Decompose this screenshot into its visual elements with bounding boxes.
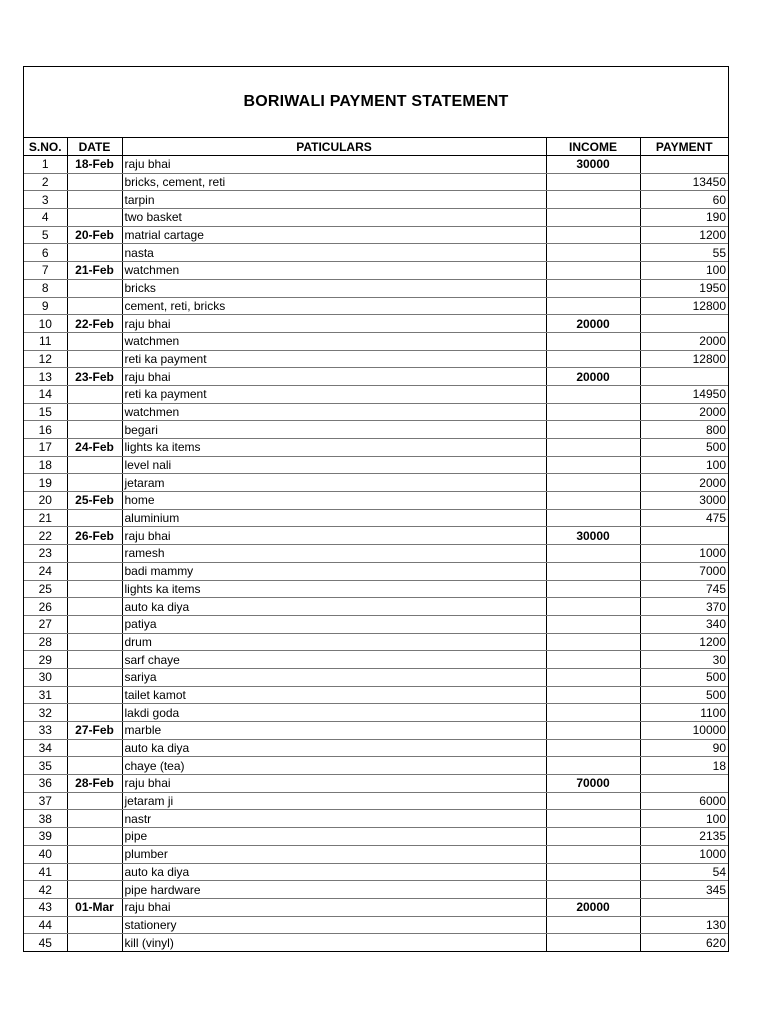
- cell-income: [546, 722, 640, 740]
- cell-particulars: begari: [122, 421, 546, 439]
- cell-payment: 1200: [640, 226, 728, 244]
- cell-payment: 345: [640, 881, 728, 899]
- cell-income: [546, 439, 640, 457]
- cell-date: 18-Feb: [67, 156, 122, 174]
- cell-particulars: nasta: [122, 244, 546, 262]
- cell-payment: 370: [640, 598, 728, 616]
- cell-date: [67, 350, 122, 368]
- cell-particulars: level nali: [122, 456, 546, 474]
- cell-sno: 3: [24, 191, 67, 209]
- cell-date: [67, 456, 122, 474]
- cell-sno: 4: [24, 209, 67, 227]
- cell-particulars: stationery: [122, 916, 546, 934]
- cell-sno: 10: [24, 315, 67, 333]
- cell-income: [546, 651, 640, 669]
- cell-particulars: pipe hardware: [122, 881, 546, 899]
- cell-particulars: cement, reti, bricks: [122, 297, 546, 315]
- cell-payment: 12800: [640, 350, 728, 368]
- cell-particulars: marble: [122, 722, 546, 740]
- cell-income: [546, 615, 640, 633]
- cell-payment: [640, 527, 728, 545]
- cell-sno: 26: [24, 598, 67, 616]
- table-row: [24, 279, 728, 297]
- cell-date: [67, 598, 122, 616]
- table-row: [24, 191, 728, 209]
- table-row: [24, 492, 728, 510]
- table-row: [24, 545, 728, 563]
- table-row: [24, 633, 728, 651]
- cell-particulars: chaye (tea): [122, 757, 546, 775]
- cell-payment: 800: [640, 421, 728, 439]
- cell-date: [67, 279, 122, 297]
- table-row: [24, 898, 728, 916]
- cell-date: 23-Feb: [67, 368, 122, 386]
- table-row: [24, 845, 728, 863]
- cell-sno: 13: [24, 368, 67, 386]
- cell-income: 70000: [546, 775, 640, 793]
- cell-date: [67, 580, 122, 598]
- cell-date: 26-Feb: [67, 527, 122, 545]
- cell-income: [546, 562, 640, 580]
- cell-sno: 17: [24, 439, 67, 457]
- cell-sno: 39: [24, 828, 67, 846]
- table-row: [24, 173, 728, 191]
- cell-particulars: raju bhai: [122, 315, 546, 333]
- table-row: [24, 775, 728, 793]
- cell-particulars: watchmen: [122, 403, 546, 421]
- table-row: [24, 332, 728, 350]
- cell-date: [67, 562, 122, 580]
- cell-payment: 2000: [640, 332, 728, 350]
- cell-sno: 8: [24, 279, 67, 297]
- header-particulars: PATICULARS: [122, 138, 546, 156]
- cell-particulars: pipe: [122, 828, 546, 846]
- cell-date: 24-Feb: [67, 439, 122, 457]
- table-row: [24, 262, 728, 280]
- cell-sno: 23: [24, 545, 67, 563]
- cell-income: [546, 686, 640, 704]
- cell-sno: 9: [24, 297, 67, 315]
- header-income: INCOME: [546, 138, 640, 156]
- cell-particulars: lakdi goda: [122, 704, 546, 722]
- cell-date: [67, 474, 122, 492]
- cell-sno: 38: [24, 810, 67, 828]
- cell-particulars: kill (vinyl): [122, 934, 546, 951]
- cell-sno: 29: [24, 651, 67, 669]
- cell-payment: 100: [640, 456, 728, 474]
- cell-payment: 1950: [640, 279, 728, 297]
- cell-sno: 19: [24, 474, 67, 492]
- cell-payment: [640, 898, 728, 916]
- cell-sno: 40: [24, 845, 67, 863]
- cell-income: 20000: [546, 368, 640, 386]
- cell-particulars: aluminium: [122, 509, 546, 527]
- cell-payment: 12800: [640, 297, 728, 315]
- cell-sno: 44: [24, 916, 67, 934]
- cell-date: [67, 209, 122, 227]
- cell-particulars: raju bhai: [122, 156, 546, 174]
- cell-sno: 25: [24, 580, 67, 598]
- cell-particulars: raju bhai: [122, 898, 546, 916]
- table-row: [24, 244, 728, 262]
- cell-date: [67, 686, 122, 704]
- cell-income: [546, 863, 640, 881]
- cell-date: [67, 863, 122, 881]
- cell-particulars: matrial cartage: [122, 226, 546, 244]
- cell-payment: 500: [640, 439, 728, 457]
- cell-date: 01-Mar: [67, 898, 122, 916]
- table-body: [24, 156, 728, 951]
- cell-income: [546, 173, 640, 191]
- cell-date: 20-Feb: [67, 226, 122, 244]
- table-row: [24, 881, 728, 899]
- cell-particulars: raju bhai: [122, 527, 546, 545]
- cell-sno: 34: [24, 739, 67, 757]
- cell-payment: 18: [640, 757, 728, 775]
- cell-particulars: nastr: [122, 810, 546, 828]
- page-title: BORIWALI PAYMENT STATEMENT: [243, 93, 509, 110]
- table-row: [24, 421, 728, 439]
- cell-payment: 340: [640, 615, 728, 633]
- cell-income: [546, 810, 640, 828]
- cell-sno: 36: [24, 775, 67, 793]
- cell-date: 27-Feb: [67, 722, 122, 740]
- cell-particulars: patiya: [122, 615, 546, 633]
- cell-sno: 18: [24, 456, 67, 474]
- table-row: [24, 722, 728, 740]
- cell-sno: 11: [24, 332, 67, 350]
- cell-particulars: reti ka payment: [122, 385, 546, 403]
- header-payment: PAYMENT: [640, 138, 728, 156]
- table-row: [24, 509, 728, 527]
- cell-particulars: ramesh: [122, 545, 546, 563]
- cell-income: [546, 704, 640, 722]
- cell-date: [67, 651, 122, 669]
- cell-payment: 2000: [640, 474, 728, 492]
- cell-payment: 1000: [640, 845, 728, 863]
- cell-date: 22-Feb: [67, 315, 122, 333]
- cell-sno: 45: [24, 934, 67, 951]
- cell-income: [546, 916, 640, 934]
- cell-payment: 3000: [640, 492, 728, 510]
- cell-particulars: home: [122, 492, 546, 510]
- cell-date: 25-Feb: [67, 492, 122, 510]
- table-row: [24, 403, 728, 421]
- table-row: [24, 474, 728, 492]
- table-row: [24, 792, 728, 810]
- cell-sno: 16: [24, 421, 67, 439]
- cell-date: [67, 509, 122, 527]
- cell-particulars: tarpin: [122, 191, 546, 209]
- cell-payment: 2135: [640, 828, 728, 846]
- cell-income: [546, 385, 640, 403]
- header-row: [24, 138, 728, 156]
- cell-date: [67, 845, 122, 863]
- cell-sno: 27: [24, 615, 67, 633]
- cell-date: [67, 668, 122, 686]
- cell-date: [67, 545, 122, 563]
- cell-sno: 22: [24, 527, 67, 545]
- cell-sno: 20: [24, 492, 67, 510]
- cell-particulars: watchmen: [122, 332, 546, 350]
- cell-payment: 1100: [640, 704, 728, 722]
- table-row: [24, 598, 728, 616]
- cell-payment: 10000: [640, 722, 728, 740]
- cell-particulars: auto ka diya: [122, 739, 546, 757]
- cell-date: [67, 810, 122, 828]
- cell-income: [546, 580, 640, 598]
- cell-income: [546, 881, 640, 899]
- cell-sno: 21: [24, 509, 67, 527]
- cell-income: [546, 421, 640, 439]
- table-row: [24, 315, 728, 333]
- cell-sno: 5: [24, 226, 67, 244]
- cell-date: [67, 916, 122, 934]
- table-row: [24, 297, 728, 315]
- cell-sno: 6: [24, 244, 67, 262]
- cell-particulars: bricks, cement, reti: [122, 173, 546, 191]
- cell-payment: 475: [640, 509, 728, 527]
- cell-income: 30000: [546, 527, 640, 545]
- cell-sno: 28: [24, 633, 67, 651]
- table-row: [24, 739, 728, 757]
- cell-particulars: auto ka diya: [122, 598, 546, 616]
- cell-income: [546, 474, 640, 492]
- cell-payment: 1200: [640, 633, 728, 651]
- cell-particulars: auto ka diya: [122, 863, 546, 881]
- statement-table: [24, 138, 728, 951]
- table-row: [24, 209, 728, 227]
- cell-payment: 90: [640, 739, 728, 757]
- cell-payment: 100: [640, 810, 728, 828]
- cell-date: [67, 615, 122, 633]
- cell-date: 21-Feb: [67, 262, 122, 280]
- cell-particulars: drum: [122, 633, 546, 651]
- cell-payment: 55: [640, 244, 728, 262]
- cell-particulars: two basket: [122, 209, 546, 227]
- cell-date: [67, 704, 122, 722]
- cell-date: [67, 173, 122, 191]
- cell-date: [67, 191, 122, 209]
- cell-sno: 15: [24, 403, 67, 421]
- cell-income: [546, 828, 640, 846]
- cell-payment: 6000: [640, 792, 728, 810]
- cell-sno: 2: [24, 173, 67, 191]
- cell-payment: [640, 775, 728, 793]
- cell-income: [546, 633, 640, 651]
- cell-income: [546, 191, 640, 209]
- table-row: [24, 757, 728, 775]
- cell-particulars: jetaram: [122, 474, 546, 492]
- cell-payment: 30: [640, 651, 728, 669]
- table-row: [24, 934, 728, 951]
- cell-particulars: jetaram ji: [122, 792, 546, 810]
- cell-sno: 1: [24, 156, 67, 174]
- cell-date: [67, 757, 122, 775]
- cell-sno: 30: [24, 668, 67, 686]
- table-row: [24, 615, 728, 633]
- cell-date: [67, 881, 122, 899]
- cell-income: [546, 279, 640, 297]
- cell-payment: [640, 315, 728, 333]
- cell-date: [67, 244, 122, 262]
- cell-income: 20000: [546, 898, 640, 916]
- cell-particulars: watchmen: [122, 262, 546, 280]
- cell-income: [546, 492, 640, 510]
- table-row: [24, 439, 728, 457]
- cell-payment: [640, 368, 728, 386]
- cell-income: [546, 403, 640, 421]
- cell-income: [546, 332, 640, 350]
- cell-payment: 620: [705, 935, 726, 950]
- cell-payment: 500: [640, 668, 728, 686]
- cell-date: [67, 739, 122, 757]
- cell-income: [546, 934, 640, 951]
- table-row: [24, 651, 728, 669]
- table-row: [24, 704, 728, 722]
- cell-payment: 2000: [640, 403, 728, 421]
- table-row: [24, 668, 728, 686]
- title-row: [24, 67, 728, 138]
- header-date: DATE: [67, 138, 122, 156]
- cell-payment: 14950: [640, 385, 728, 403]
- cell-date: [67, 934, 122, 951]
- cell-income: [546, 226, 640, 244]
- table-row: [24, 580, 728, 598]
- cell-particulars: tailet kamot: [122, 686, 546, 704]
- table-row: [24, 527, 728, 545]
- cell-sno: 43: [24, 898, 67, 916]
- cell-payment: 745: [640, 580, 728, 598]
- cell-sno: 37: [24, 792, 67, 810]
- cell-date: [67, 633, 122, 651]
- cell-income: [546, 456, 640, 474]
- cell-income: [546, 668, 640, 686]
- table-row: [24, 863, 728, 881]
- cell-particulars: badi mammy: [122, 562, 546, 580]
- cell-sno: 24: [24, 562, 67, 580]
- cell-income: 20000: [546, 315, 640, 333]
- table-row: [24, 810, 728, 828]
- cell-particulars: raju bhai: [122, 775, 546, 793]
- cell-particulars: sariya: [122, 668, 546, 686]
- cell-particulars: sarf chaye: [122, 651, 546, 669]
- cell-income: [546, 845, 640, 863]
- cell-payment: 130: [640, 916, 728, 934]
- cell-payment: 1000: [640, 545, 728, 563]
- table-row: [24, 686, 728, 704]
- cell-date: [67, 421, 122, 439]
- cell-date: [67, 792, 122, 810]
- cell-payment: 13450: [640, 173, 728, 191]
- table-row: [24, 562, 728, 580]
- cell-sno: 14: [24, 385, 67, 403]
- table-row: [24, 368, 728, 386]
- cell-date: [67, 403, 122, 421]
- cell-income: [546, 509, 640, 527]
- cell-income: [546, 244, 640, 262]
- table-row: [24, 456, 728, 474]
- cell-date: [67, 385, 122, 403]
- cell-sno: 31: [24, 686, 67, 704]
- cell-date: [67, 332, 122, 350]
- cell-sno: 33: [24, 722, 67, 740]
- cell-income: [546, 792, 640, 810]
- cell-income: [546, 350, 640, 368]
- cell-payment: 500: [640, 686, 728, 704]
- table-row: [24, 916, 728, 934]
- cell-income: [546, 297, 640, 315]
- table-row: [24, 385, 728, 403]
- cell-particulars: plumber: [122, 845, 546, 863]
- cell-payment: 7000: [640, 562, 728, 580]
- cell-income: 30000: [546, 156, 640, 174]
- cell-sno: 7: [24, 262, 67, 280]
- cell-date: [67, 828, 122, 846]
- cell-particulars: raju bhai: [122, 368, 546, 386]
- header-sno: S.NO.: [24, 138, 67, 156]
- cell-particulars: lights ka items: [122, 580, 546, 598]
- table-row: [24, 350, 728, 368]
- cell-date: 28-Feb: [67, 775, 122, 793]
- cell-sno: 35: [24, 757, 67, 775]
- cell-particulars: reti ka payment: [122, 350, 546, 368]
- cell-particulars: bricks: [122, 279, 546, 297]
- cell-payment: 54: [640, 863, 728, 881]
- cell-income: [546, 739, 640, 757]
- payment-statement-sheet: [23, 66, 729, 952]
- cell-payment: 190: [640, 209, 728, 227]
- cell-payment: 60: [640, 191, 728, 209]
- cell-payment: 100: [640, 262, 728, 280]
- cell-income: [546, 598, 640, 616]
- cell-date: [67, 297, 122, 315]
- cell-income: [546, 262, 640, 280]
- table-row: [24, 156, 728, 174]
- cell-sno: 12: [24, 350, 67, 368]
- cell-sno: 42: [24, 881, 67, 899]
- table-row: [24, 828, 728, 846]
- cell-income: [546, 757, 640, 775]
- cell-income: [546, 545, 640, 563]
- cell-sno: 41: [24, 863, 67, 881]
- cell-income: [546, 209, 640, 227]
- cell-particulars: lights ka items: [122, 439, 546, 457]
- cell-payment: [640, 156, 728, 174]
- table-row: [24, 226, 728, 244]
- cell-sno: 32: [24, 704, 67, 722]
